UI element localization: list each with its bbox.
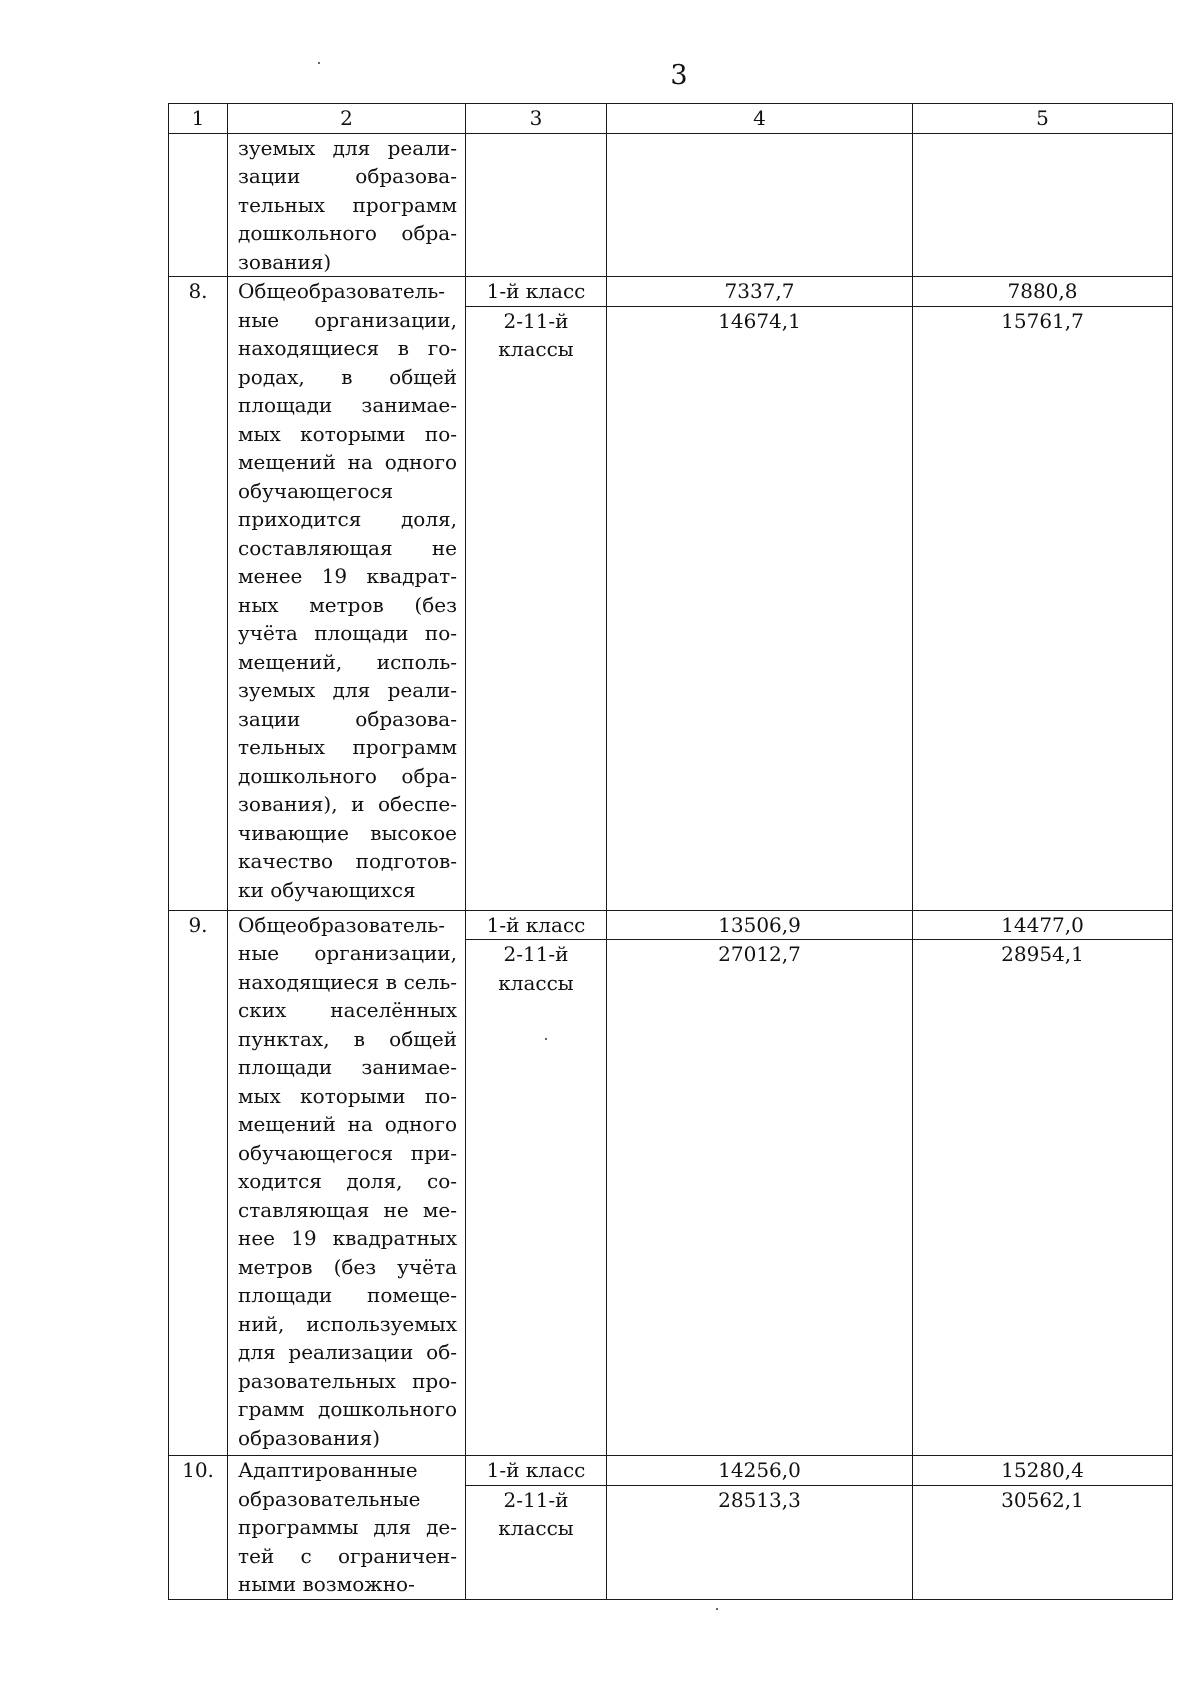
- grade-label: 1-й класс: [466, 277, 607, 307]
- allocation-table: [168, 103, 1173, 1600]
- header-cell-1: 1: [169, 104, 228, 134]
- value-cell-col4: [607, 133, 913, 277]
- page-number: 3: [670, 60, 688, 91]
- table-row: [169, 910, 1173, 940]
- grade-label: 1-й класс: [466, 1456, 607, 1486]
- row-description: зуемых для реали-зации образова-тельных программ дошкольного обра-зования): [228, 133, 466, 277]
- row-number-cell: [169, 133, 228, 277]
- header-cell-5: 5: [913, 104, 1173, 134]
- header-row: [169, 104, 1173, 134]
- table-row: [169, 1456, 1173, 1486]
- value-col4: 27012,7: [607, 940, 913, 1456]
- row-number: 10.: [169, 1456, 228, 1600]
- row-number: 8.: [169, 277, 228, 911]
- value-col5: 15761,7: [913, 306, 1173, 910]
- header-cell-3: 3: [466, 104, 607, 134]
- value-col5: 30562,1: [913, 1485, 1173, 1599]
- row-number: 9.: [169, 910, 228, 1456]
- table-row: [169, 277, 1173, 307]
- value-col4: 13506,9: [607, 910, 913, 940]
- grade-label: 2-11-й классы: [466, 940, 607, 1456]
- grade-label: 2-11-й классы: [466, 306, 607, 910]
- grade-label: 2-11-й классы: [466, 1485, 607, 1599]
- value-col5: 28954,1: [913, 940, 1173, 1456]
- scan-speck: [716, 1608, 718, 1610]
- continuation-row: [169, 133, 1173, 277]
- row-description: Общеобразователь-ные организации, находящиеся в го-родах, в общей площади занимае-мых которыми по-мещений на одного обучающегося приходится доля, составляющая не менее 19 квадрат-ных метров (без учёта площади по-мещений, исполь-зуемых для реали-зации образова-тельных программ дошкольного обра-зования), и обеспе-чивающие высокое качество подготов-ки обучающихся: [228, 277, 466, 911]
- header-cell-2: 2: [228, 104, 466, 134]
- value-col4: 14674,1: [607, 306, 913, 910]
- row-description: Адаптированные образовательные программы для де-тей с ограничен-ными возможно-: [228, 1456, 466, 1600]
- value-col4: 7337,7: [607, 277, 913, 307]
- value-col4: 14256,0: [607, 1456, 913, 1486]
- value-col5: 14477,0: [913, 910, 1173, 940]
- row-description: Общеобразователь-ные организации, находящиеся в сель-ских населённых пунктах, в общей площади занимае-мых которыми по-мещений на одного обучающегося при-ходится доля, со-ставляющая не ме-нее 19 квадратных метров (без учёта площади помеще-ний, используемых для реализации об-разовательных про-грамм дошкольного образования): [228, 910, 466, 1456]
- value-col5: 15280,4: [913, 1456, 1173, 1486]
- grade-cell: [466, 133, 607, 277]
- value-cell-col5: [913, 133, 1173, 277]
- grade-label: 1-й класс: [466, 910, 607, 940]
- header-cell-4: 4: [607, 104, 913, 134]
- value-col5: 7880,8: [913, 277, 1173, 307]
- scan-speck: [318, 62, 320, 64]
- value-col4: 28513,3: [607, 1485, 913, 1599]
